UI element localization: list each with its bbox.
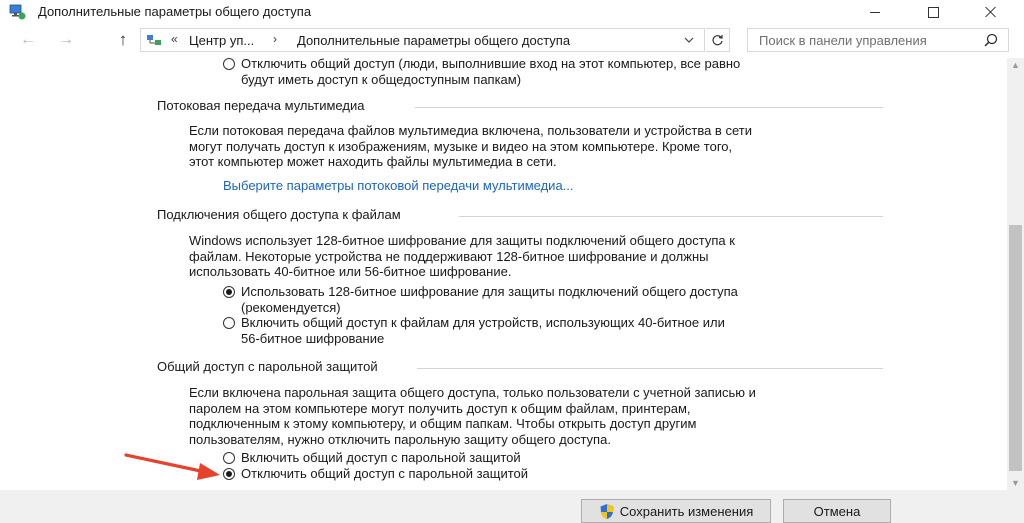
disable-password-sharing-label[interactable]: Отключить общий доступ с парольной защитой xyxy=(241,466,529,481)
encryption-40-56-label[interactable] xyxy=(241,315,725,346)
file-sharing-heading: Подключения общего доступа к файлам xyxy=(157,207,401,222)
cancel-button[interactable]: Отмена xyxy=(783,499,891,523)
search-placeholder: Поиск в панели управления xyxy=(759,33,927,48)
address-dropdown-chevron-icon[interactable] xyxy=(678,29,700,51)
close-icon xyxy=(985,6,997,18)
disable-sharing-radio[interactable] xyxy=(223,58,235,70)
navigation-bar xyxy=(0,24,1024,58)
disable-sharing-label[interactable] xyxy=(241,58,740,87)
media-streaming-description xyxy=(189,123,752,170)
encryption-40-56-label-line2: 56-битное шифрование xyxy=(241,330,385,346)
breadcrumb-overflow-icon[interactable]: « xyxy=(171,32,178,46)
settings-content xyxy=(0,58,1007,490)
media-desc-line2: могут получать доступ к изображениям, музыке и видео на этом компьютере. Кроме того, xyxy=(189,138,733,154)
password-desc-line2: паролем на этом компьютере могут получить доступ к общим файлам, принтерам, xyxy=(189,400,691,416)
minimize-icon xyxy=(870,12,880,13)
address-bar[interactable] xyxy=(140,28,705,52)
breadcrumb-separator-icon[interactable]: › xyxy=(273,32,277,46)
media-desc-line3: этот компьютер может находить файлы мультимедиа в сети. xyxy=(189,154,557,169)
maximize-button[interactable] xyxy=(910,0,956,24)
disable-sharing-label-line1: Отключить общий доступ (люди, выполнившие вход на этот компьютер, все равно xyxy=(241,58,741,71)
minimize-button[interactable] xyxy=(852,0,898,24)
file-sharing-desc-line3: использовать 40-битное или 56-битное шифрование. xyxy=(189,264,512,279)
uac-shield-icon xyxy=(599,503,615,520)
media-streaming-heading: Потоковая передача мультимедиа xyxy=(157,98,365,113)
password-desc-line4: пользователям, нужно отключить парольную защиту общего доступа. xyxy=(189,431,611,447)
section-divider xyxy=(417,368,883,369)
up-arrow-icon[interactable]: ↑ xyxy=(118,30,128,49)
password-sharing-description xyxy=(189,385,756,447)
enable-password-sharing-label[interactable]: Включить общий доступ с парольной защитой xyxy=(241,450,521,465)
breadcrumb-current[interactable]: Дополнительные параметры общего доступа xyxy=(297,33,571,48)
back-arrow-icon[interactable]: ← xyxy=(20,31,36,48)
disable-sharing-label-line2: будут иметь доступ к общедоступным папкам) xyxy=(241,71,522,87)
file-sharing-description xyxy=(189,233,735,280)
encryption-128-label[interactable] xyxy=(241,284,738,315)
scroll-up-arrow-icon[interactable]: ▲ xyxy=(1011,60,1020,70)
search-input[interactable] xyxy=(747,28,1009,52)
media-desc-line1: Если потоковая передача файлов мультимедиа включена, пользователи и устройства в сети xyxy=(189,123,752,138)
close-button[interactable] xyxy=(968,0,1014,24)
encryption-128-label-line2: (рекомендуется) xyxy=(241,299,341,315)
window-title: Дополнительные параметры общего доступа xyxy=(38,4,312,19)
maximize-icon xyxy=(928,7,939,18)
encryption-128-radio[interactable] xyxy=(223,286,235,298)
save-changes-label: Сохранить изменения xyxy=(619,503,754,519)
encryption-128-label-line1: Использовать 128-битное шифрование для защиты подключений общего доступа xyxy=(241,284,738,299)
file-sharing-desc-line2: файлам. Некоторые устройства не поддерживают 128-битное шифрование и должны xyxy=(189,248,709,264)
save-changes-button[interactable] xyxy=(581,499,771,523)
vertical-scrollbar[interactable] xyxy=(1007,58,1024,490)
breadcrumb-network-center[interactable]: Центр уп... xyxy=(189,33,255,48)
bottom-button-bar xyxy=(0,490,1024,523)
media-streaming-options-link[interactable]: Выберите параметры потоковой передачи мультимедиа... xyxy=(223,178,574,193)
encryption-40-56-radio[interactable] xyxy=(223,317,235,329)
red-arrow-annotation-icon xyxy=(120,445,230,485)
section-divider xyxy=(459,216,883,217)
refresh-icon xyxy=(711,34,724,47)
scrollbar-thumb[interactable] xyxy=(1009,225,1022,471)
refresh-button[interactable] xyxy=(706,28,730,52)
file-sharing-desc-line1: Windows использует 128-битное шифрование для защиты подключений общего доступа к xyxy=(189,233,735,248)
password-desc-line1: Если включена парольная защита общего доступа, только пользователи с учетной записью и xyxy=(189,385,756,400)
forward-arrow-icon[interactable]: → xyxy=(58,31,74,48)
search-icon[interactable] xyxy=(984,33,998,47)
title-bar xyxy=(0,0,1024,24)
network-icon xyxy=(146,34,162,47)
scroll-down-arrow-icon[interactable]: ▼ xyxy=(1011,478,1020,488)
password-sharing-heading: Общий доступ с парольной защитой xyxy=(157,359,378,374)
encryption-40-56-label-line1: Включить общий доступ к файлам для устройств, использующих 40-битное или xyxy=(241,315,725,330)
network-sharing-icon xyxy=(8,4,26,20)
section-divider xyxy=(415,107,883,108)
password-desc-line3: подключенным к этому компьютеру, и общим папкам. Чтобы открыть доступ другим xyxy=(189,416,697,431)
